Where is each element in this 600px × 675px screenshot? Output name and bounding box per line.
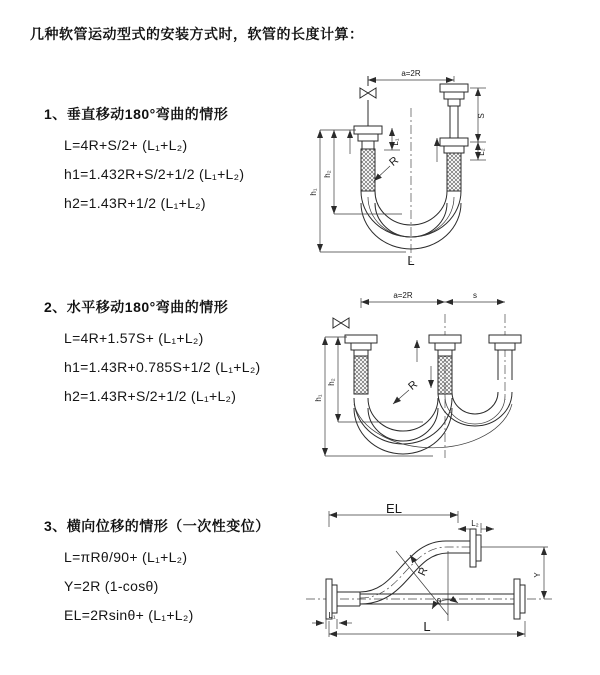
dim-h1-label: h₁ — [309, 188, 318, 196]
braid-hose-right — [447, 153, 461, 191]
hose-arcs-right — [438, 392, 512, 426]
dim-h1 — [314, 337, 433, 456]
radius-label: R — [387, 154, 401, 169]
section-lateral-shift — [44, 516, 270, 623]
section-2-heading: 2、水平移动180°弯曲的情形 — [44, 299, 229, 315]
braid-hose-left — [361, 149, 375, 191]
movement-arrows — [417, 340, 431, 388]
hose-arcs-left — [354, 398, 512, 454]
dim-l1 — [312, 611, 352, 629]
dim-l1-label: L₁ — [391, 138, 400, 146]
page-title: 几种软管运动型式的安装方式时，软管的长度计算： — [30, 26, 364, 42]
section-1-formula-h2: h2=1.43R+1/2 (L₁+L₂) — [64, 195, 206, 211]
dim-l2-label: L₂ — [471, 519, 479, 528]
angle-theta — [396, 551, 458, 621]
diagram-vertical-bend — [306, 62, 538, 270]
section-horizontal-bend — [44, 297, 261, 404]
braid-hose-middle — [438, 356, 452, 394]
right-fitting — [440, 84, 468, 191]
dim-a-2r-label: a=2R — [393, 291, 413, 300]
radius-label: R — [416, 565, 431, 578]
radius-leader — [410, 555, 430, 578]
section-3-heading: 3、横向位移的情形（一次性变位） — [44, 518, 270, 534]
section-2-formula-L: L=4R+1.57S+ (L₁+L₂) — [64, 330, 204, 346]
dim-y-label: Y — [533, 572, 542, 578]
dim-el — [329, 503, 458, 527]
diagram-lateral-shift — [298, 503, 560, 645]
section-3-formula-L: L=πRθ/90+ (L₁+L₂) — [64, 549, 188, 565]
section-1-heading: 1、垂直移动180°弯曲的情形 — [44, 106, 229, 122]
dim-el-label: EL — [386, 503, 402, 516]
dim-h2-label: h₂ — [327, 378, 336, 386]
dim-h2-label: h₂ — [323, 170, 332, 178]
dim-l2 — [470, 142, 486, 160]
dim-a-2r — [368, 69, 454, 82]
section-3-formula-Y: Y=2R (1-cosθ) — [64, 578, 159, 594]
upper-fitting — [470, 529, 481, 567]
dim-l — [329, 619, 525, 637]
dim-l1 — [384, 128, 400, 150]
section-2-formula-h1: h1=1.43R+0.785S+1/2 (L₁+L₂) — [64, 359, 261, 375]
dim-l1-label: L₁ — [328, 611, 336, 620]
dim-s-label: S — [477, 113, 486, 119]
dim-h1-label: h₁ — [314, 394, 323, 402]
radius-label: R — [406, 378, 420, 393]
length-label: L — [407, 253, 415, 268]
dim-h2 — [325, 337, 423, 422]
valve-icon — [333, 318, 349, 328]
diagram-horizontal-bend — [313, 280, 549, 464]
dim-l2-label: L₂ — [477, 148, 486, 156]
valve-icon — [360, 76, 376, 126]
dim-s — [470, 88, 486, 142]
angle-theta-label: θ — [436, 597, 442, 606]
radius-leader — [374, 155, 401, 181]
left-fitting — [354, 126, 382, 191]
section-3-formula-EL: EL=2Rsinθ+ (L₁+L₂) — [64, 607, 194, 623]
dim-a-2r-label: a=2R — [401, 69, 421, 78]
section-1-formula-L: L=4R+S/2+ (L₁+L₂) — [64, 137, 188, 153]
section-2-formula-h2: h2=1.43R+S/2+1/2 (L₁+L₂) — [64, 388, 237, 404]
middle-fitting — [429, 335, 461, 394]
radius-leader — [393, 379, 420, 404]
dim-a-2r — [361, 291, 445, 308]
dim-l-label: L — [423, 619, 431, 634]
dim-s — [445, 291, 505, 302]
braid-hose-left — [354, 356, 368, 394]
section-1-formula-h1: h1=1.432R+S/2+1/2 (L₁+L₂) — [64, 166, 245, 182]
left-fitting — [345, 335, 377, 394]
dim-s-label: s — [473, 291, 477, 300]
section-vertical-bend — [44, 104, 244, 211]
